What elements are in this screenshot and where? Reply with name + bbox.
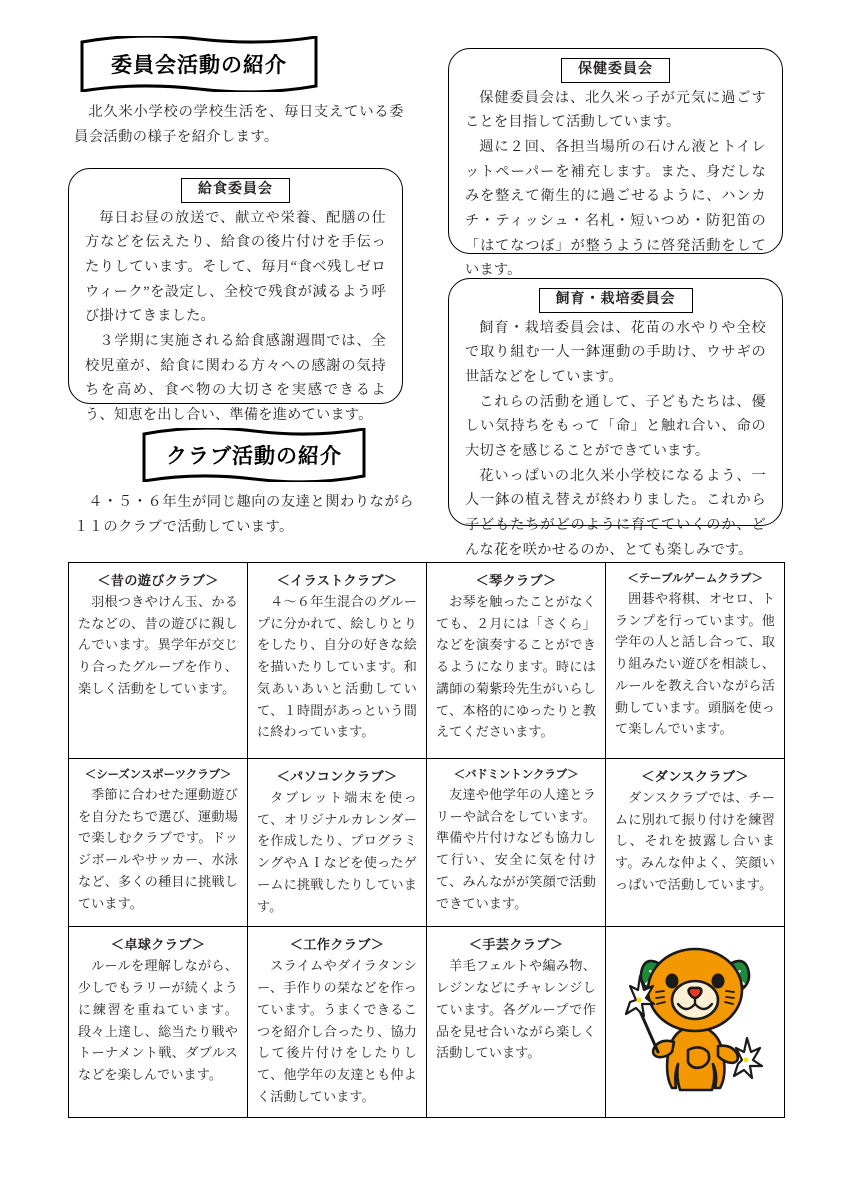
paragraph: 花いっぱいの北久米小学校になるよう、一人一鉢の植え替えが終わりました。これから子どもたちがどのように育てていくのか、どんな花を咲かせるのか、とても楽しみです。 [465, 467, 766, 558]
club-activities-table [68, 562, 785, 1118]
club-cell-title: ＜卓球クラブ＞ [110, 938, 206, 954]
club-cell-body: 季節に合わせた運動遊びを自分たちで選び、運動場で楽しむクラブです。ドッジボールやサッカー、水泳など、多くの種目に挑戦しています。 [78, 787, 238, 911]
club-cell-table-game [606, 563, 785, 759]
club-section-title: クラブ活動の紹介 [166, 444, 342, 468]
committee-section-title: 委員会活動の紹介 [111, 53, 287, 77]
club-cell-season-sports [69, 759, 248, 927]
club-cell-body: タブレット端末を使って、オリジナルカレンダーを作成したり、プログラミングやＡＩなどを使ったゲームに挑戦したりしています。 [257, 790, 417, 914]
club-cell-title: ＜パソコンクラブ＞ [276, 770, 398, 785]
committee-intro-text [74, 100, 404, 149]
paragraph: これらの活動を通して、子どもたちは、優しい気持ちをもって「命」と触れ合い、命の大切さを感じることができています。 [465, 393, 766, 460]
club-section-banner [140, 428, 368, 482]
committee-box-kyushoku-body [85, 206, 386, 428]
club-cell-body: ダンスクラブでは、チームに別れて振り付けを練習し、それを披露し合います。みんな仲よく、笑顔いっぱいで活動しています。 [615, 790, 775, 892]
club-cell-pasokon [248, 759, 427, 927]
committee-intro-paragraph: 北久米小学校の学校生活を、毎日支えている委員会活動の様子を紹介します。 [74, 104, 404, 145]
club-cell-shugei [427, 927, 606, 1117]
committee-box-kyushoku [68, 168, 403, 424]
club-cell-body: 羽根つきやけん玉、かるたなどの、昔の遊びに親しんでいます。異学年が交じり合ったグループを作り、楽しく活動をしています。 [78, 594, 238, 696]
club-cell-title: ＜昔の遊びクラブ＞ [97, 574, 219, 589]
club-cell-title: ＜シーズンスポーツクラブ＞ [84, 767, 232, 781]
club-cell-body: 友達や他学年の人達とラリーや試合をしています。準備や片付けなども協力して行い、安全に気を付けて、みんながが笑顔で活動できています。 [436, 787, 596, 911]
club-cell-dance [606, 759, 785, 927]
mikan-bear-mascot-icon [620, 938, 770, 1106]
table-row [69, 927, 785, 1117]
committee-box-hoken-body [465, 86, 766, 284]
club-cell-body: ルールを理解しながら、少しでもラリーが続くように練習を重ねています。段々上達し、総当たり戦やトーナメント戦、ダブルスなどを楽しんでいます。 [78, 958, 238, 1083]
committee-section-banner [78, 36, 320, 92]
club-cell-kousaku [248, 927, 427, 1117]
club-cell-body: お琴を触ったことがなくても、２月には「さくら」などを演奏することができるようになります。時には講師の菊紫玲先生がいらして、本格的にゆったりと教えてくださいます。 [436, 594, 596, 740]
paragraph: 毎日お昼の放送で、献立や栄養、配膳の仕方などを伝えたり、給食の後片付けを手伝ったりしています。そして、毎月“食べ残しゼロウィーク”を設定し、全校で残食が減るよう呼び掛けてきました。 [85, 209, 386, 325]
club-cell-title: ＜バドミントンクラブ＞ [453, 767, 579, 781]
club-intro-text [74, 490, 414, 539]
club-cell-takkyu [69, 927, 248, 1117]
committee-box-kyushoku-title: 給食委員会 [181, 178, 290, 203]
committee-box-hoken-title: 保健委員会 [561, 58, 670, 83]
club-cell-title: ＜手芸クラブ＞ [468, 938, 564, 954]
club-cell-title: ＜工作クラブ＞ [289, 938, 385, 954]
club-intro-paragraph: ４・５・６年生が同じ趣向の友達と関わりながら１１のクラブで活動しています。 [74, 494, 414, 535]
club-cell-title: ＜ダンスクラブ＞ [641, 770, 749, 785]
club-cell-koto [427, 563, 606, 759]
table-row [69, 759, 785, 927]
paragraph: ３学期に実施される給食感謝週間では、全校児童が、給食に関わる方々への感謝の気持ちを高め、食べ物の大切さを実感できるよう、知恵を出し合い、準備を進めています。 [85, 333, 386, 424]
committee-box-shiiku-title: 飼育・栽培委員会 [539, 288, 693, 313]
club-cell-title: ＜テーブルゲームクラブ＞ [627, 571, 763, 585]
club-cell-body: 羊毛フェルトや編み物、レジンなどにチャレンジしています。各グループで作品を見せ合いながら楽しく活動しています。 [436, 958, 596, 1061]
club-cell-body: 囲碁や将棋、オセロ、トランプを行っています。他学年の人と話し合って、取り組みたい遊びを相談し、ルールを教え合いながら活動しています。頭脳を使って楽しんでいます。 [615, 591, 775, 737]
committee-box-shiiku-body [465, 316, 766, 563]
table-row [69, 563, 785, 759]
paragraph: 週に２回、各担当場所の石けん液とトイレットペーパーを補充します。また、身だしなみを整えて衛生的に過ごせるように、ハンカチ・ティッシュ・名札・短いつめ・防犯笛の「はてなつぼ」が整うように啓発活動をしています。 [465, 138, 766, 279]
club-cell-illust [248, 563, 427, 759]
club-cell-badminton [427, 759, 606, 927]
club-cell-mukashi-asobi [69, 563, 248, 759]
paragraph: 保健委員会は、北久米っ子が元気に過ごすことを目指して活動しています。 [465, 89, 766, 131]
club-cell-mascot-illustration [606, 927, 785, 1117]
club-cell-title: ＜琴クラブ＞ [475, 574, 557, 589]
club-cell-body: スライムやダイラタンシー、手作りの栞などを作っています。うまくできるこつを紹介し合ったり、協力して後片付けをしたりして、他学年の友達とも仲よく活動しています。 [257, 958, 417, 1104]
committee-box-hoken [448, 48, 783, 279]
club-cell-body: ４～６年生混合のグループに分かれて、絵しりとりをしたり、自分の好きな絵を描いたりしています。和気あいあいと活動していて、１時間があっという間に終わっています。 [257, 594, 417, 740]
committee-box-shiiku [448, 278, 783, 558]
club-cell-title: ＜イラストクラブ＞ [276, 574, 398, 589]
paragraph: 飼育・栽培委員会は、花苗の水やりや全校で取り組む一人一鉢運動の手助け、ウサギの世話などをしています。 [465, 319, 766, 385]
